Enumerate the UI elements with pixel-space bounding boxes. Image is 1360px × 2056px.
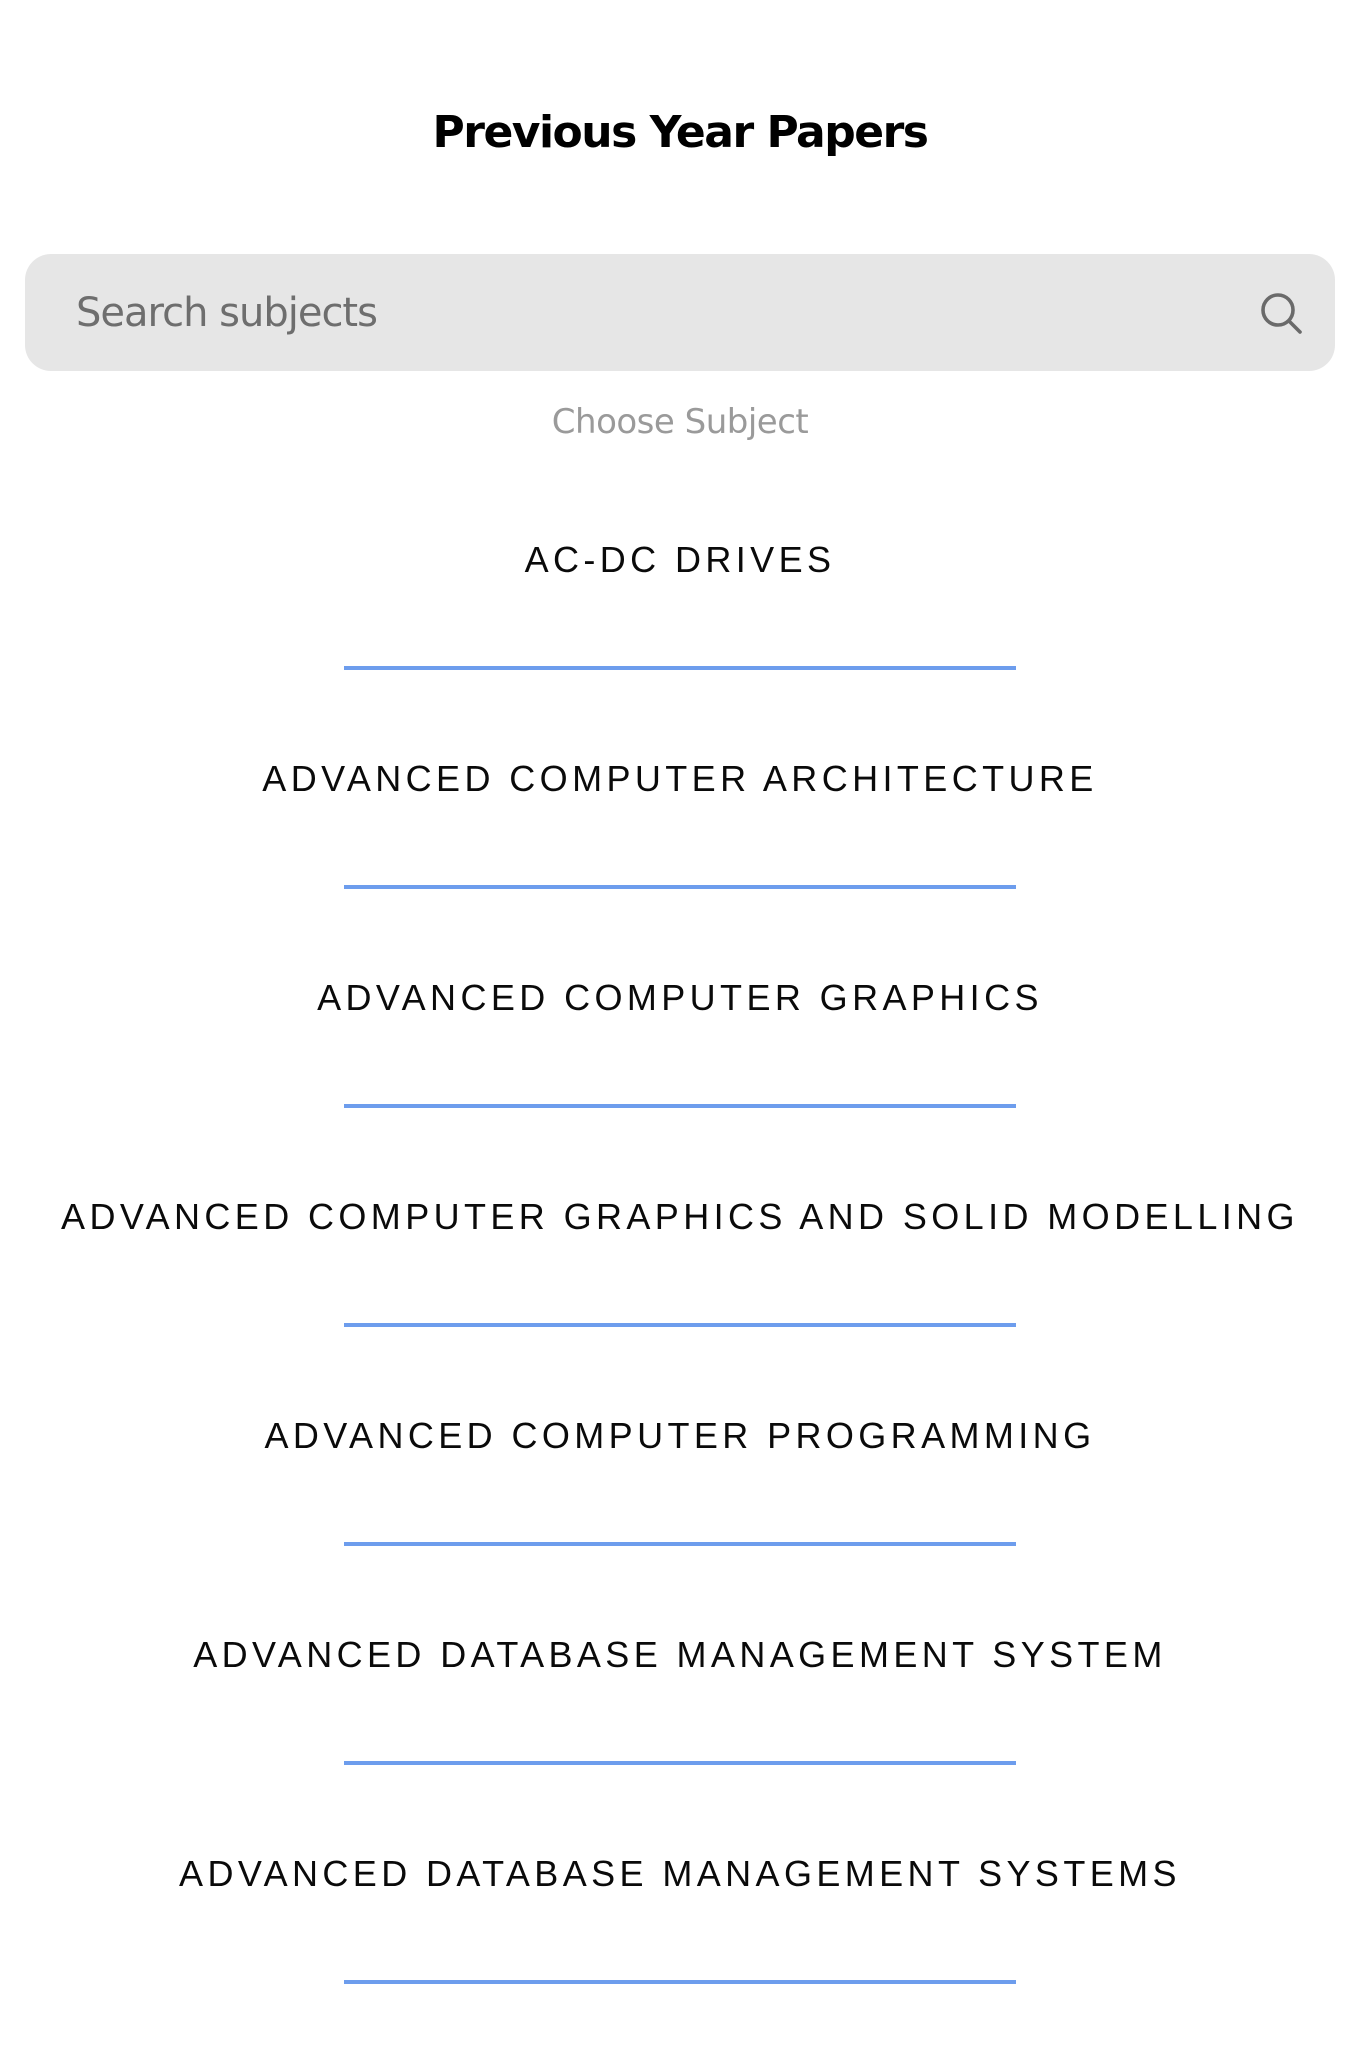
list-item[interactable] [0, 1575, 1360, 1794]
page-title: Previous Year Papers [432, 107, 928, 158]
subject-label: ADVANCED COMPUTER GRAPHICS AND SOLID MODELLING [61, 1196, 1299, 1237]
list-heading: Choose Subject [551, 402, 809, 442]
subject-label: ADVANCED COMPUTER ARCHITECTURE [262, 758, 1098, 799]
search-input[interactable] [76, 273, 1255, 353]
subject-label: ADVANCED COMPUTER PROGRAMMING [264, 1415, 1096, 1456]
list-item[interactable] [0, 1137, 1360, 1356]
search-bar[interactable] [25, 254, 1335, 371]
divider [344, 1323, 1016, 1327]
divider [344, 885, 1016, 889]
subject-label: AC-DC DRIVES [524, 539, 836, 580]
divider [344, 1980, 1016, 1984]
subject-list [0, 480, 1360, 2013]
divider [344, 1542, 1016, 1546]
subject-label: ADVANCED DATABASE MANAGEMENT SYSTEMS [179, 1853, 1181, 1894]
list-item[interactable] [0, 1794, 1360, 2013]
subject-label: ADVANCED DATABASE MANAGEMENT SYSTEM [193, 1634, 1167, 1675]
search-icon[interactable] [1255, 287, 1307, 339]
divider [344, 1761, 1016, 1765]
subject-label: ADVANCED COMPUTER GRAPHICS [317, 977, 1043, 1018]
list-item[interactable] [0, 1356, 1360, 1575]
divider [344, 1104, 1016, 1108]
list-item[interactable] [0, 699, 1360, 918]
divider [344, 666, 1016, 670]
list-item[interactable] [0, 480, 1360, 699]
list-item[interactable] [0, 918, 1360, 1137]
